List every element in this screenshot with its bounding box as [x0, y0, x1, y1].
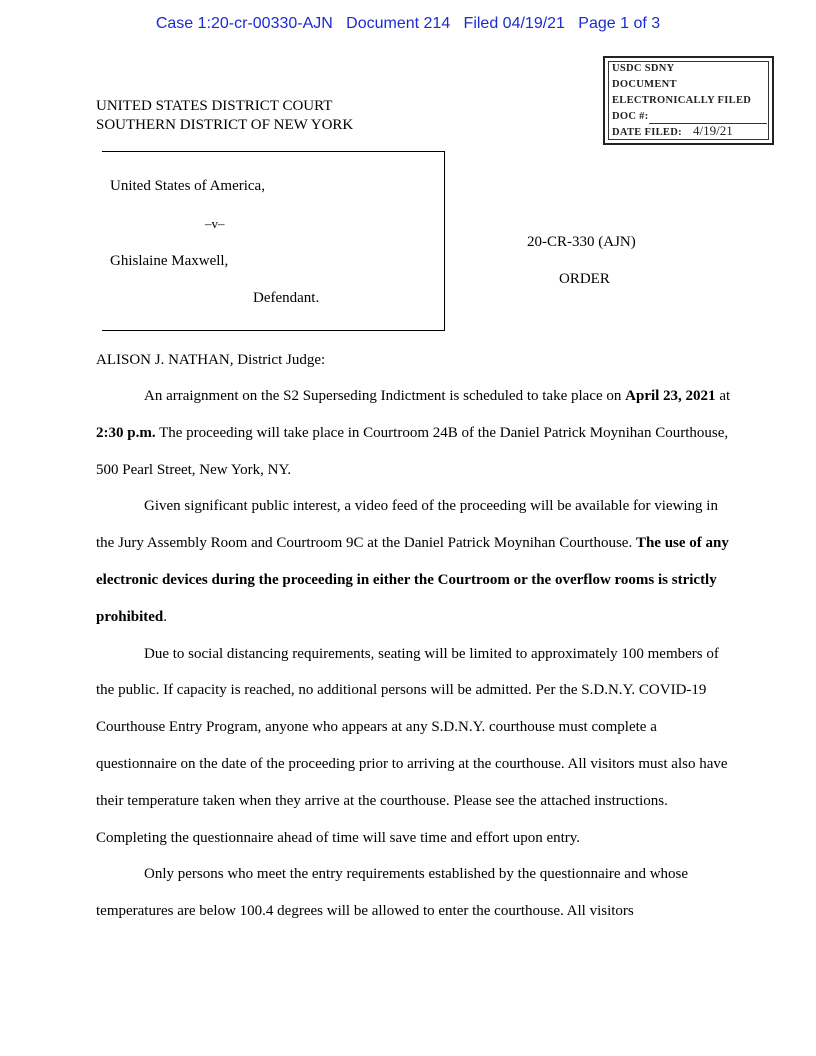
court-line-1: UNITED STATES DISTRICT COURT [96, 98, 333, 114]
caption-defendant-role: Defendant. [253, 290, 320, 306]
court-line-2: SOUTHERN DISTRICT OF NEW YORK [96, 117, 354, 133]
p2-text-a: Given significant public interest, a video feed of the proceeding will be available for viewing in the Jury Assembly Room and Courtroom 9C at the Daniel Patrick Moynihan Courthouse. [96, 498, 718, 552]
filing-stamp [603, 56, 774, 145]
order-body [96, 378, 736, 930]
stamp-document: DOCUMENT [612, 79, 677, 90]
stamp-date-value: 4/19/21 [693, 123, 733, 138]
p1-text-c: at [715, 388, 731, 404]
paragraph-arraignment [96, 378, 736, 488]
caption-plaintiff: United States of America, [110, 178, 265, 194]
stamp-date-filed: DATE FILED: [612, 127, 682, 138]
p1-text-a: An arraignment on the S2 Superseding Indictment is scheduled to take place on [144, 388, 626, 404]
p1-text-e: The proceeding will take place in Courtroom 24B of the Daniel Patrick Moynihan Courthouse, 500 Pearl Street, New York, NY. [96, 424, 729, 478]
paragraph-video-feed [96, 488, 736, 635]
paragraph-entry-requirements: Only persons who meet the entry requirements established by the questionnaire and whose temperatures are below 100.4 degrees will be allowed to enter the courthouse. All visitors [96, 866, 689, 920]
stamp-court: USDC SDNY [612, 63, 675, 74]
ecf-header: Case 1:20-cr-00330-AJN Document 214 Filed 04/19/21 Page 1 of 3 [155, 15, 661, 32]
case-caption-box [102, 151, 445, 331]
caption-defendant-name: Ghislaine Maxwell, [110, 253, 229, 269]
stamp-doc-number: DOC #: [612, 111, 649, 122]
stamp-date-rule [681, 139, 767, 140]
court-name [96, 97, 353, 135]
p1-date: April 23, 2021 [625, 388, 716, 404]
p2-prohibition: The use of any electronic devices during the proceeding in either the Courtroom or the overflow rooms is strictly prohibited [96, 535, 729, 625]
document-title: ORDER [559, 271, 610, 287]
caption-versus: –v– [205, 216, 225, 231]
p1-time: 2:30 p.m. [96, 424, 156, 441]
p2-text-c: . [163, 608, 167, 625]
stamp-electronically-filed: ELECTRONICALLY FILED [612, 95, 752, 106]
case-number: 20-CR-330 (AJN) [527, 234, 636, 250]
judge-line: ALISON J. NATHAN, District Judge: [96, 352, 326, 368]
paragraph-seating: Due to social distancing requirements, seating will be limited to approximately 100 members of the public. If capacity is reached, no additional persons will be admitted. Per the S.D.N.Y. COVID-19 Courthouse Entry Program, anyone who appears at any S.D.N.Y. courthouse must complete a questionnaire on the date of the proceeding prior to arriving at the courthouse. All visitors must also have their temperature taken when they arrive at the courthouse. Please see the attached instructions. Completing the questionnaire ahead of time will save time and effort upon entry. [96, 645, 728, 846]
